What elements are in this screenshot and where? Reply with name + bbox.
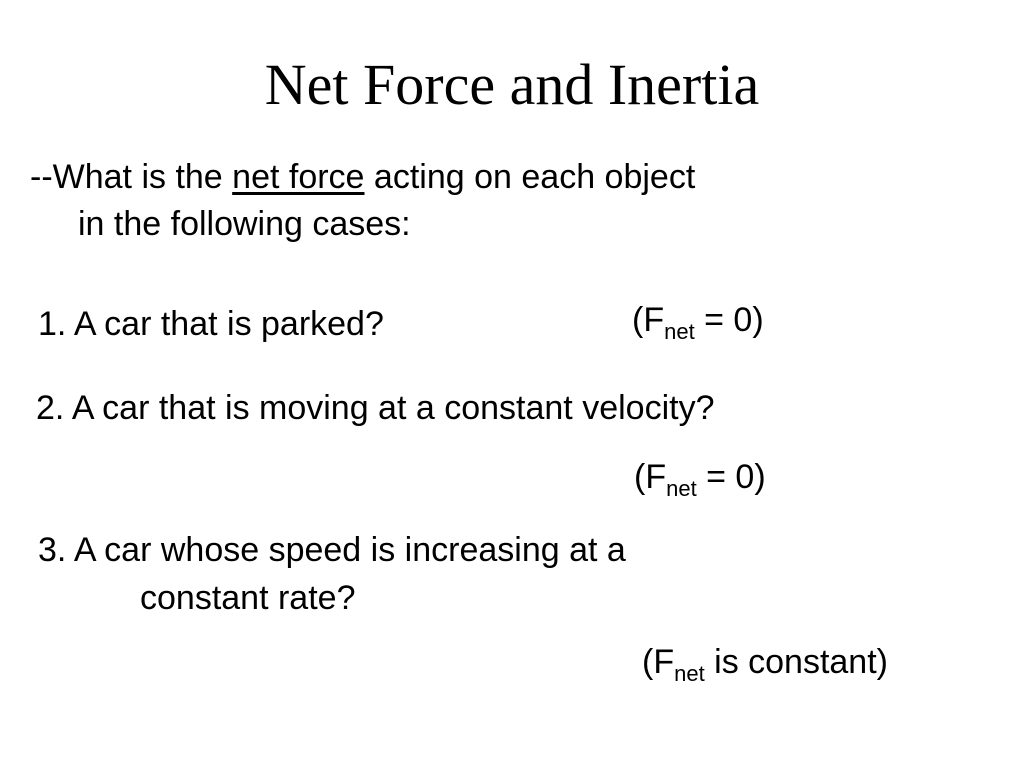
case-1: 1. A car that is parked?	[38, 305, 384, 343]
answer-1	[632, 298, 764, 342]
answer-3	[642, 640, 888, 684]
question-suffix: acting on each object	[364, 158, 696, 196]
answer-2-open: (F	[634, 458, 667, 496]
case-3-line-1: 3. A car whose speed is increasing at a	[38, 531, 626, 569]
answer-2-rest: = 0)	[696, 458, 766, 496]
answer-3-subscript: net	[674, 661, 705, 686]
slide-title: Net Force and Inertia	[264, 52, 760, 117]
answer-1-rest: = 0)	[694, 301, 764, 339]
answer-1-subscript: net	[664, 319, 695, 344]
question-line-2: in the following cases:	[78, 205, 411, 243]
answer-2-subscript: net	[666, 476, 697, 501]
question-emphasis: net force	[232, 158, 365, 196]
answer-3-open: (F	[642, 643, 675, 681]
question-line-1	[30, 155, 695, 199]
question-prefix: --What is the	[30, 158, 233, 196]
case-2: 2. A car that is moving at a constant velocity?	[36, 389, 715, 427]
answer-1-open: (F	[632, 301, 665, 339]
case-3-line-2: constant rate?	[140, 579, 356, 617]
answer-3-rest: is constant)	[704, 643, 888, 681]
answer-2	[634, 455, 766, 499]
